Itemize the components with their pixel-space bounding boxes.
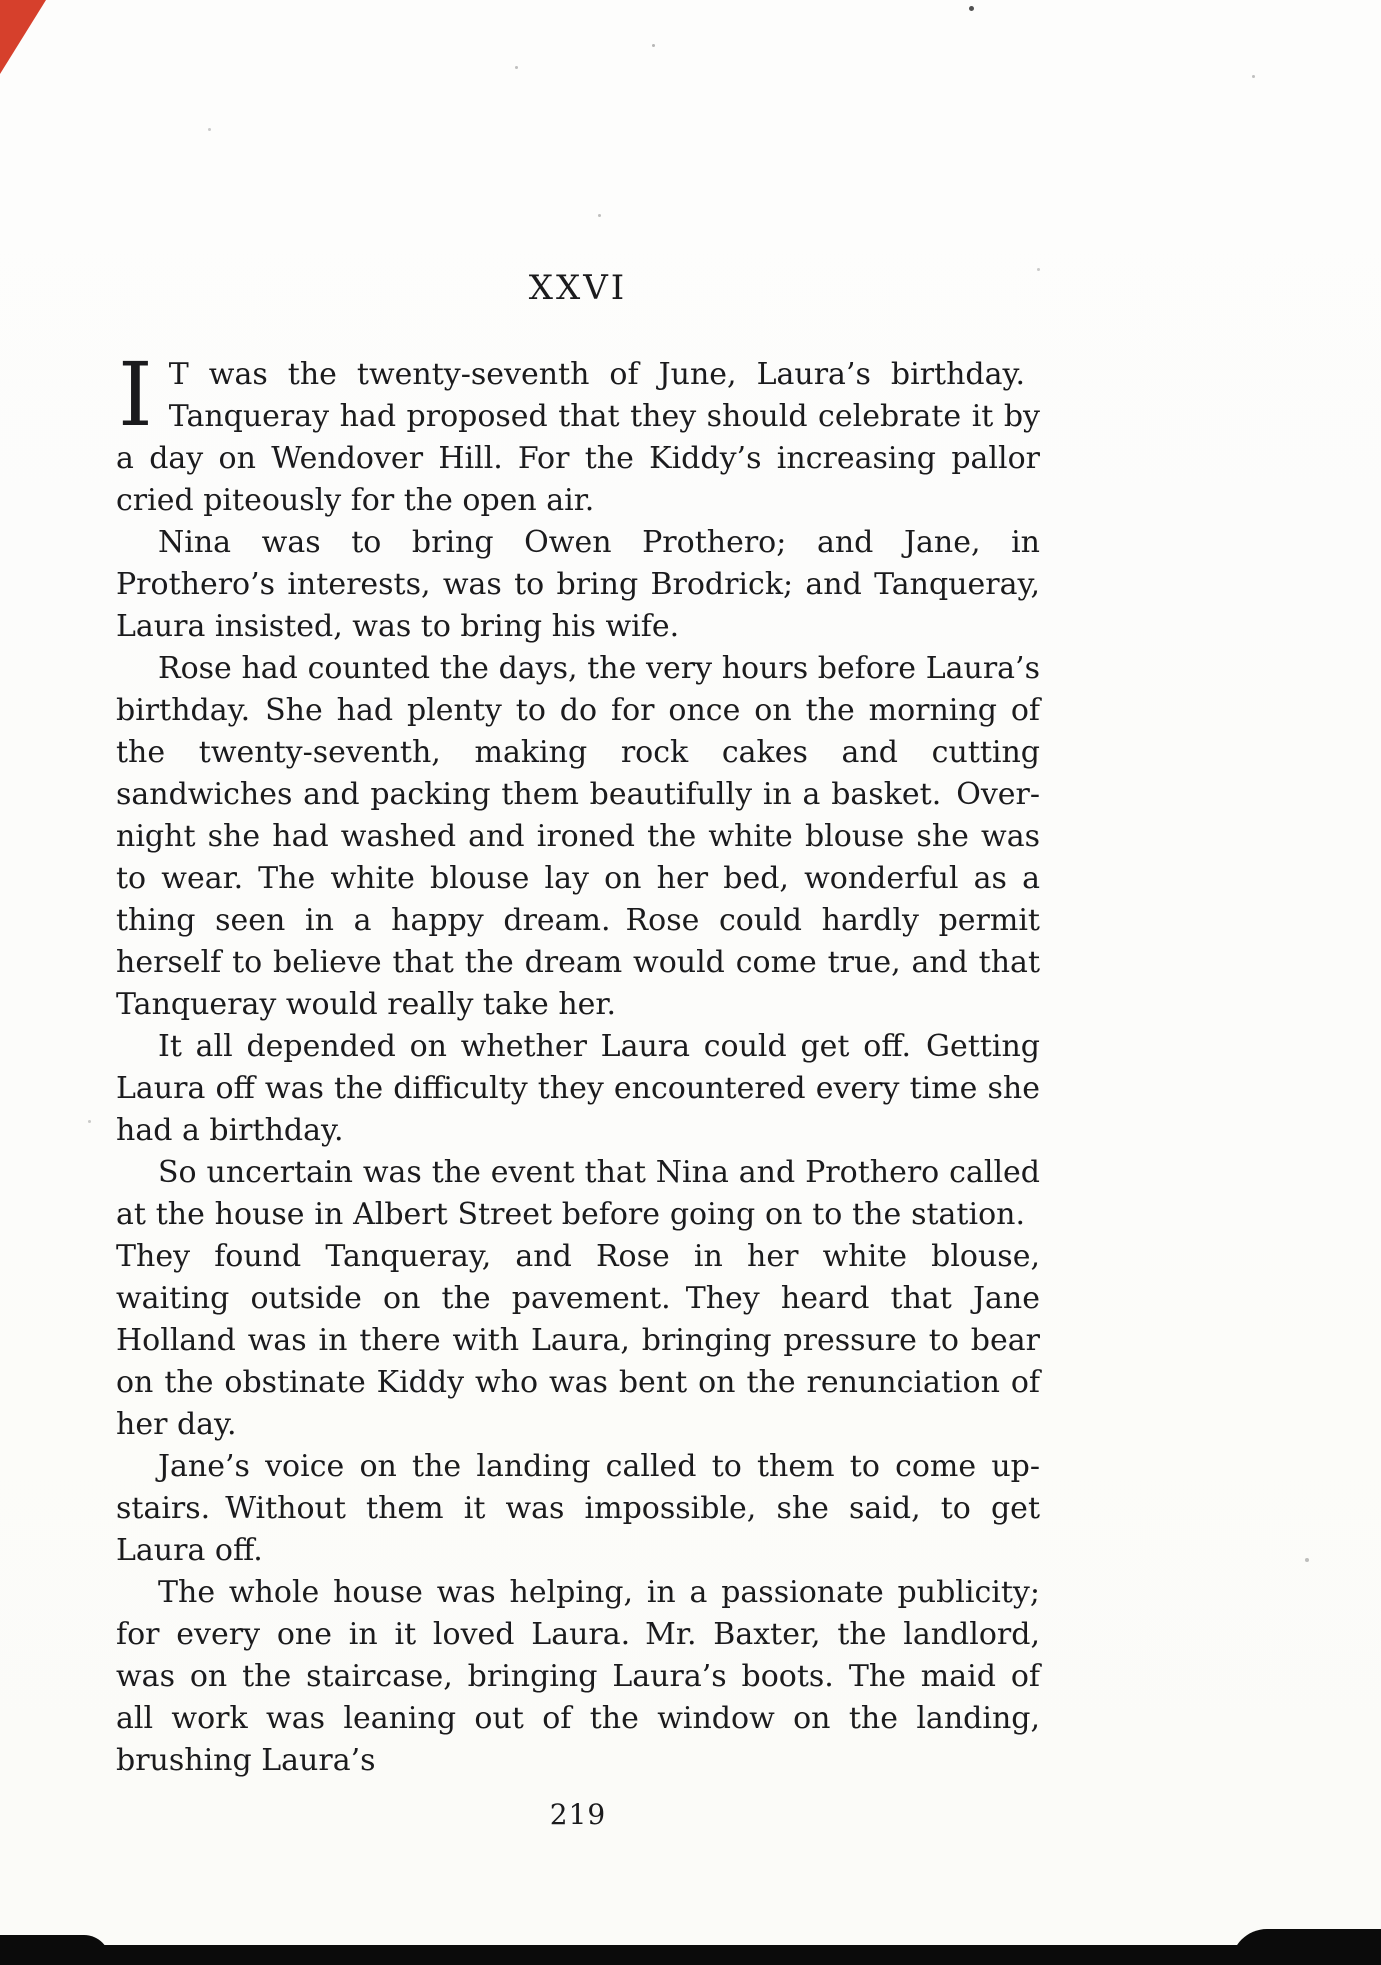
paragraph-opening [116, 343, 1040, 522]
paragraph: Rose had counted the days, the very hours before Laura’s birthday. She had plenty to do for once on the morning of the twenty-seventh, making rock cakes and cutting sandwiches and packing them beautifully in a basket. Over-night she had washed and ironed the white blouse she was to wear. The white blouse lay on her bed, wonderful as a thing seen in a happy dream. Rose could hardly permit herself to believe that the dream would come true, and that Tanqueray would really take her. [116, 651, 1040, 1022]
paragraph: Nina was to bring Owen Prothero; and Jane, in Prothero’s interests, was to bring Brodrick; and Tanqueray, Laura insisted, was to bring his wife. [116, 525, 1040, 644]
scan-speck [208, 128, 211, 131]
paragraph: The whole house was helping, in a passionate publicity; for every one in it loved Laura. Mr. Baxter, the landlord, was on the staircase, bringing Laura’s boots. The maid of all work was leaning out of the window on the landing, brushing Laura’s [116, 1575, 1040, 1778]
scan-speck [1252, 75, 1255, 78]
scan-speck [1305, 1558, 1309, 1562]
chapter-heading: XXVI [528, 268, 628, 308]
scan-speck [88, 1120, 91, 1123]
scan-speck [598, 214, 601, 217]
scan-edge-bottom [0, 1945, 1381, 1965]
paragraph: So uncertain was the event that Nina and Prothero called at the house in Albert Street before going on to the station. They found Tanqueray, and Rose in her white blouse, waiting outside on the pavement. They heard that Jane Holland was in there with Laura, bringing pressure to bear on the obstinate Kiddy who was bent on the renunciation of her day. [116, 1155, 1040, 1442]
drop-cap: I [118, 343, 153, 446]
scan-speck [515, 66, 518, 69]
red-corner-mark [0, 0, 46, 74]
text-block [116, 268, 1040, 1831]
body-text [116, 343, 1040, 1782]
page-number: 219 [549, 1798, 607, 1831]
paragraph-text: T was the twenty-seventh of June, Laura’s birthday. Tanqueray had proposed that they should celebrate it by a day on Wendover Hill. For the Kiddy’s increasing pallor cried piteously for the open air. [116, 357, 1040, 518]
paragraph: It all depended on whether Laura could get off. Getting Laura off was the difficulty they encountered every time she had a birthday. [116, 1029, 1040, 1148]
paragraph: Jane’s voice on the landing called to them to come up-stairs. Without them it was impossible, she said, to get Laura off. [116, 1449, 1040, 1568]
scan-speck [969, 6, 974, 11]
scan-speck [652, 44, 655, 47]
